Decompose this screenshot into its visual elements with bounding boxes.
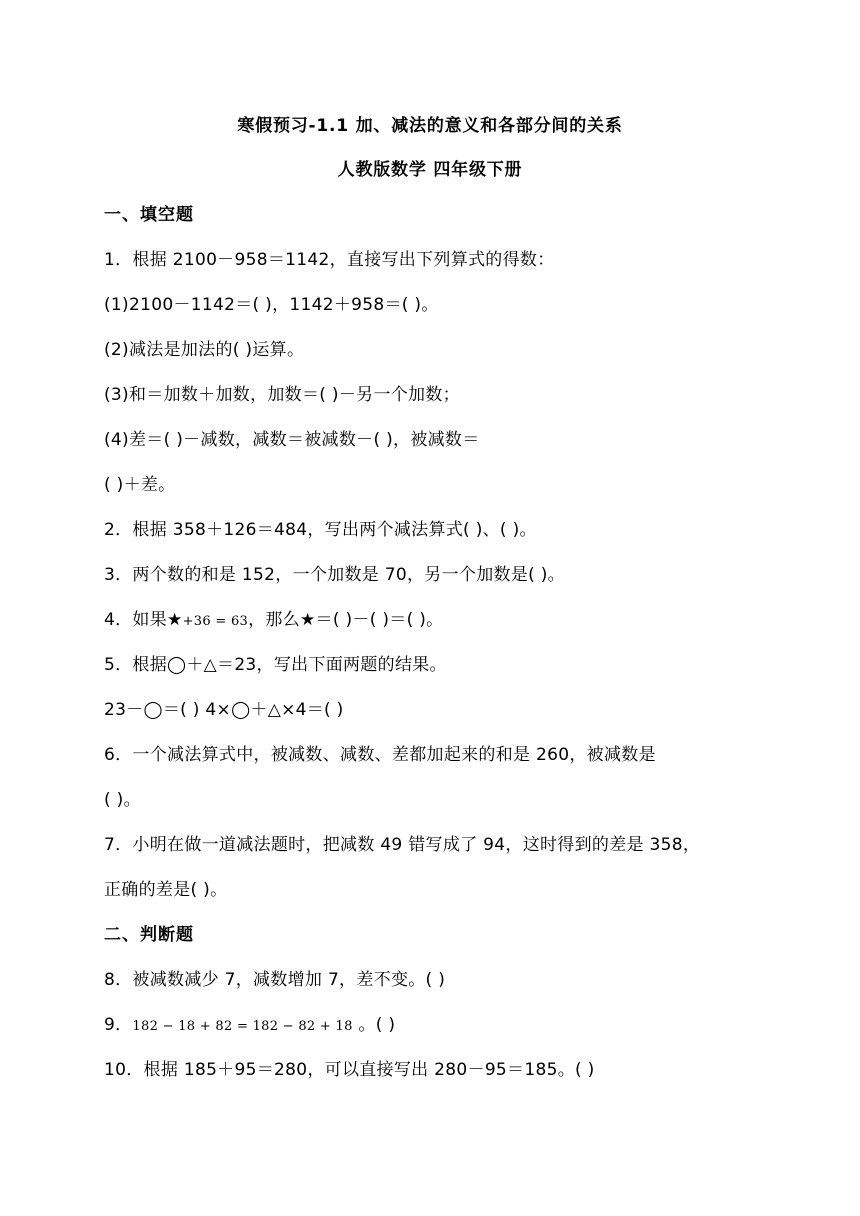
question-8: 8．被减数减少 7，减数增加 7，差不变。( ): [104, 970, 446, 990]
question-1-stem: 1．根据 2100－958＝1142，直接写出下列算式的得数：: [104, 250, 555, 270]
question-5-answers: 23－◯＝( ) 4×◯＋△×4＝( ): [104, 700, 344, 720]
question-7-cont: 正确的差是( )。: [104, 880, 228, 900]
question-3: 3．两个数的和是 152，一个加数是 70，另一个加数是( )。: [104, 565, 565, 585]
section-heading-true-false: 二、判断题: [104, 925, 194, 945]
question-9-suffix: 。( ): [352, 1015, 396, 1035]
question-7: 7．小明在做一道减法题时，把减数 49 错写成了 94，这时得到的差是 358，: [104, 835, 701, 855]
question-1-part-3: (3)和＝加数＋加数，加数＝( )－另一个加数；: [104, 385, 460, 405]
question-2: 2．根据 358＋126＝484，写出两个减法算式( )、( )。: [104, 520, 537, 540]
question-1-part-1: (1)2100－1142＝( )，1142＋958＝( )。: [104, 295, 439, 315]
question-4: [104, 608, 443, 634]
question-1-part-4: (4)差＝( )－减数，减数＝被减数－( )，被减数＝: [104, 430, 480, 450]
question-6-cont: ( )。: [104, 790, 141, 810]
question-4-prefix: 4．如果★: [104, 610, 183, 630]
question-4-suffix: ，那么★＝( )－( )＝( )。: [248, 610, 444, 630]
page-title: 寒假预习-1.1 加、减法的意义和各部分间的关系: [237, 116, 623, 136]
question-1-part-4-cont: ( )＋差。: [104, 475, 176, 495]
question-5: 5．根据◯＋△＝23，写出下面两题的结果。: [104, 655, 447, 675]
section-heading-fill-in: 一、填空题: [104, 205, 194, 225]
question-6: 6．一个减法算式中，被减数、减数、差都加起来的和是 260，被减数是: [104, 745, 656, 765]
question-9-prefix: 9．: [104, 1015, 133, 1035]
page-subtitle: 人教版数学 四年级下册: [337, 160, 523, 180]
question-1-part-2: (2)减法是加法的( )运算。: [104, 340, 305, 360]
question-10: 10．根据 185＋95＝280，可以直接写出 280－95＝185。( ): [104, 1060, 595, 1080]
question-4-formula: +36 = 63: [182, 614, 249, 629]
question-9: [104, 1013, 395, 1039]
question-9-formula: 182 − 18 + 82 = 182 − 82 + 18: [132, 1019, 353, 1034]
